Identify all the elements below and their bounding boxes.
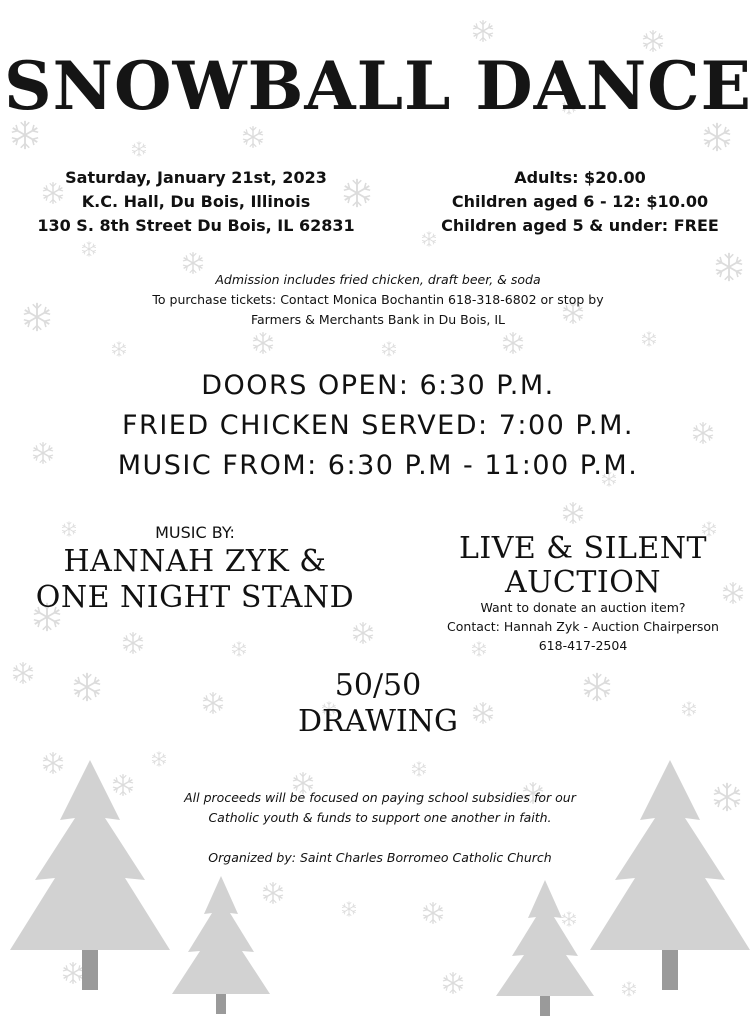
event-address: 130 S. 8th Street Du Bois, IL 62831 — [37, 216, 355, 235]
snowflake-icon — [440, 970, 466, 996]
ticket-purchase-line1: To purchase tickets: Contact Monica Bochantin 618-318-6802 or stop by — [152, 292, 604, 307]
snowflake-icon — [80, 240, 98, 258]
snowflake-icon — [70, 670, 104, 704]
ticket-prices — [418, 166, 742, 238]
proceeds-line2: Catholic youth & funds to support one another in faith. — [208, 810, 552, 825]
music-section — [0, 522, 390, 616]
snowflake-icon — [410, 760, 428, 778]
snowflake-icon — [340, 900, 358, 918]
admission-info — [60, 270, 696, 330]
snowflake-icon — [580, 670, 614, 704]
auction-donate: Want to donate an auction item? — [480, 600, 686, 615]
auction-title-line1: LIVE & SILENT — [458, 531, 708, 566]
snowflake-icon — [200, 690, 226, 716]
event-title: SNOWBALL DANCE — [4, 47, 752, 125]
snowflake-icon — [20, 300, 54, 334]
band-name-line1: HANNAH ZYK & — [63, 544, 327, 579]
proceeds-line1: All proceeds will be focused on paying school subsidies for our — [184, 790, 576, 805]
snowflake-icon — [110, 340, 128, 358]
snowflake-icon — [420, 900, 446, 926]
ticket-purchase-line2: Farmers & Merchants Bank in Du Bois, IL — [250, 312, 505, 327]
event-date: Saturday, January 21st, 2023 — [65, 168, 327, 187]
drawing-section — [258, 668, 498, 740]
price-adults: Adults: $20.00 — [514, 168, 646, 187]
auction-section — [410, 532, 756, 655]
snowflake-icon — [240, 124, 266, 150]
event-venue: K.C. Hall, Du Bois, Illinois — [81, 192, 311, 211]
admission-includes: Admission includes fried chicken, draft beer, & soda — [215, 272, 541, 287]
event-schedule — [0, 366, 756, 486]
snowflake-icon — [500, 330, 526, 356]
snowflake-icon — [230, 640, 248, 658]
price-children-6-12: Children aged 6 - 12: $10.00 — [451, 192, 709, 211]
chicken-served: FRIED CHICKEN SERVED: 7:00 P.M. — [122, 410, 634, 441]
music-time: MUSIC FROM: 6:30 P.M - 11:00 P.M. — [117, 450, 639, 481]
event-info — [18, 166, 374, 238]
price-children-5-under: Children aged 5 & under: FREE — [441, 216, 719, 235]
snowflake-icon — [350, 620, 376, 646]
drawing-line1: 50/50 — [334, 668, 422, 703]
doors-open: DOORS OPEN: 6:30 P.M. — [201, 370, 555, 401]
snowflake-icon — [380, 340, 398, 358]
organizer: Organized by: Saint Charles Borromeo Catholic Church — [208, 850, 552, 865]
snowflake-icon — [250, 330, 276, 356]
auction-contact: Contact: Hannah Zyk - Auction Chairperson — [447, 619, 719, 634]
snowflake-icon — [640, 330, 658, 348]
snowflake-icon — [470, 18, 496, 44]
snowflake-icon — [130, 140, 148, 158]
band-name-line2: ONE NIGHT STAND — [35, 580, 355, 615]
drawing-line2: DRAWING — [298, 704, 458, 739]
music-label: MUSIC BY: — [155, 523, 235, 542]
snowflake-icon — [120, 630, 146, 656]
snowflake-icon — [10, 660, 36, 686]
snowflake-icon — [560, 500, 586, 526]
snowflake-icon — [680, 700, 698, 718]
footer — [80, 788, 680, 868]
pine-tree-icon — [166, 876, 276, 1016]
snowflake-icon — [712, 250, 746, 284]
auction-phone: 618-417-2504 — [538, 638, 628, 653]
auction-title-line2: AUCTION — [504, 565, 662, 600]
